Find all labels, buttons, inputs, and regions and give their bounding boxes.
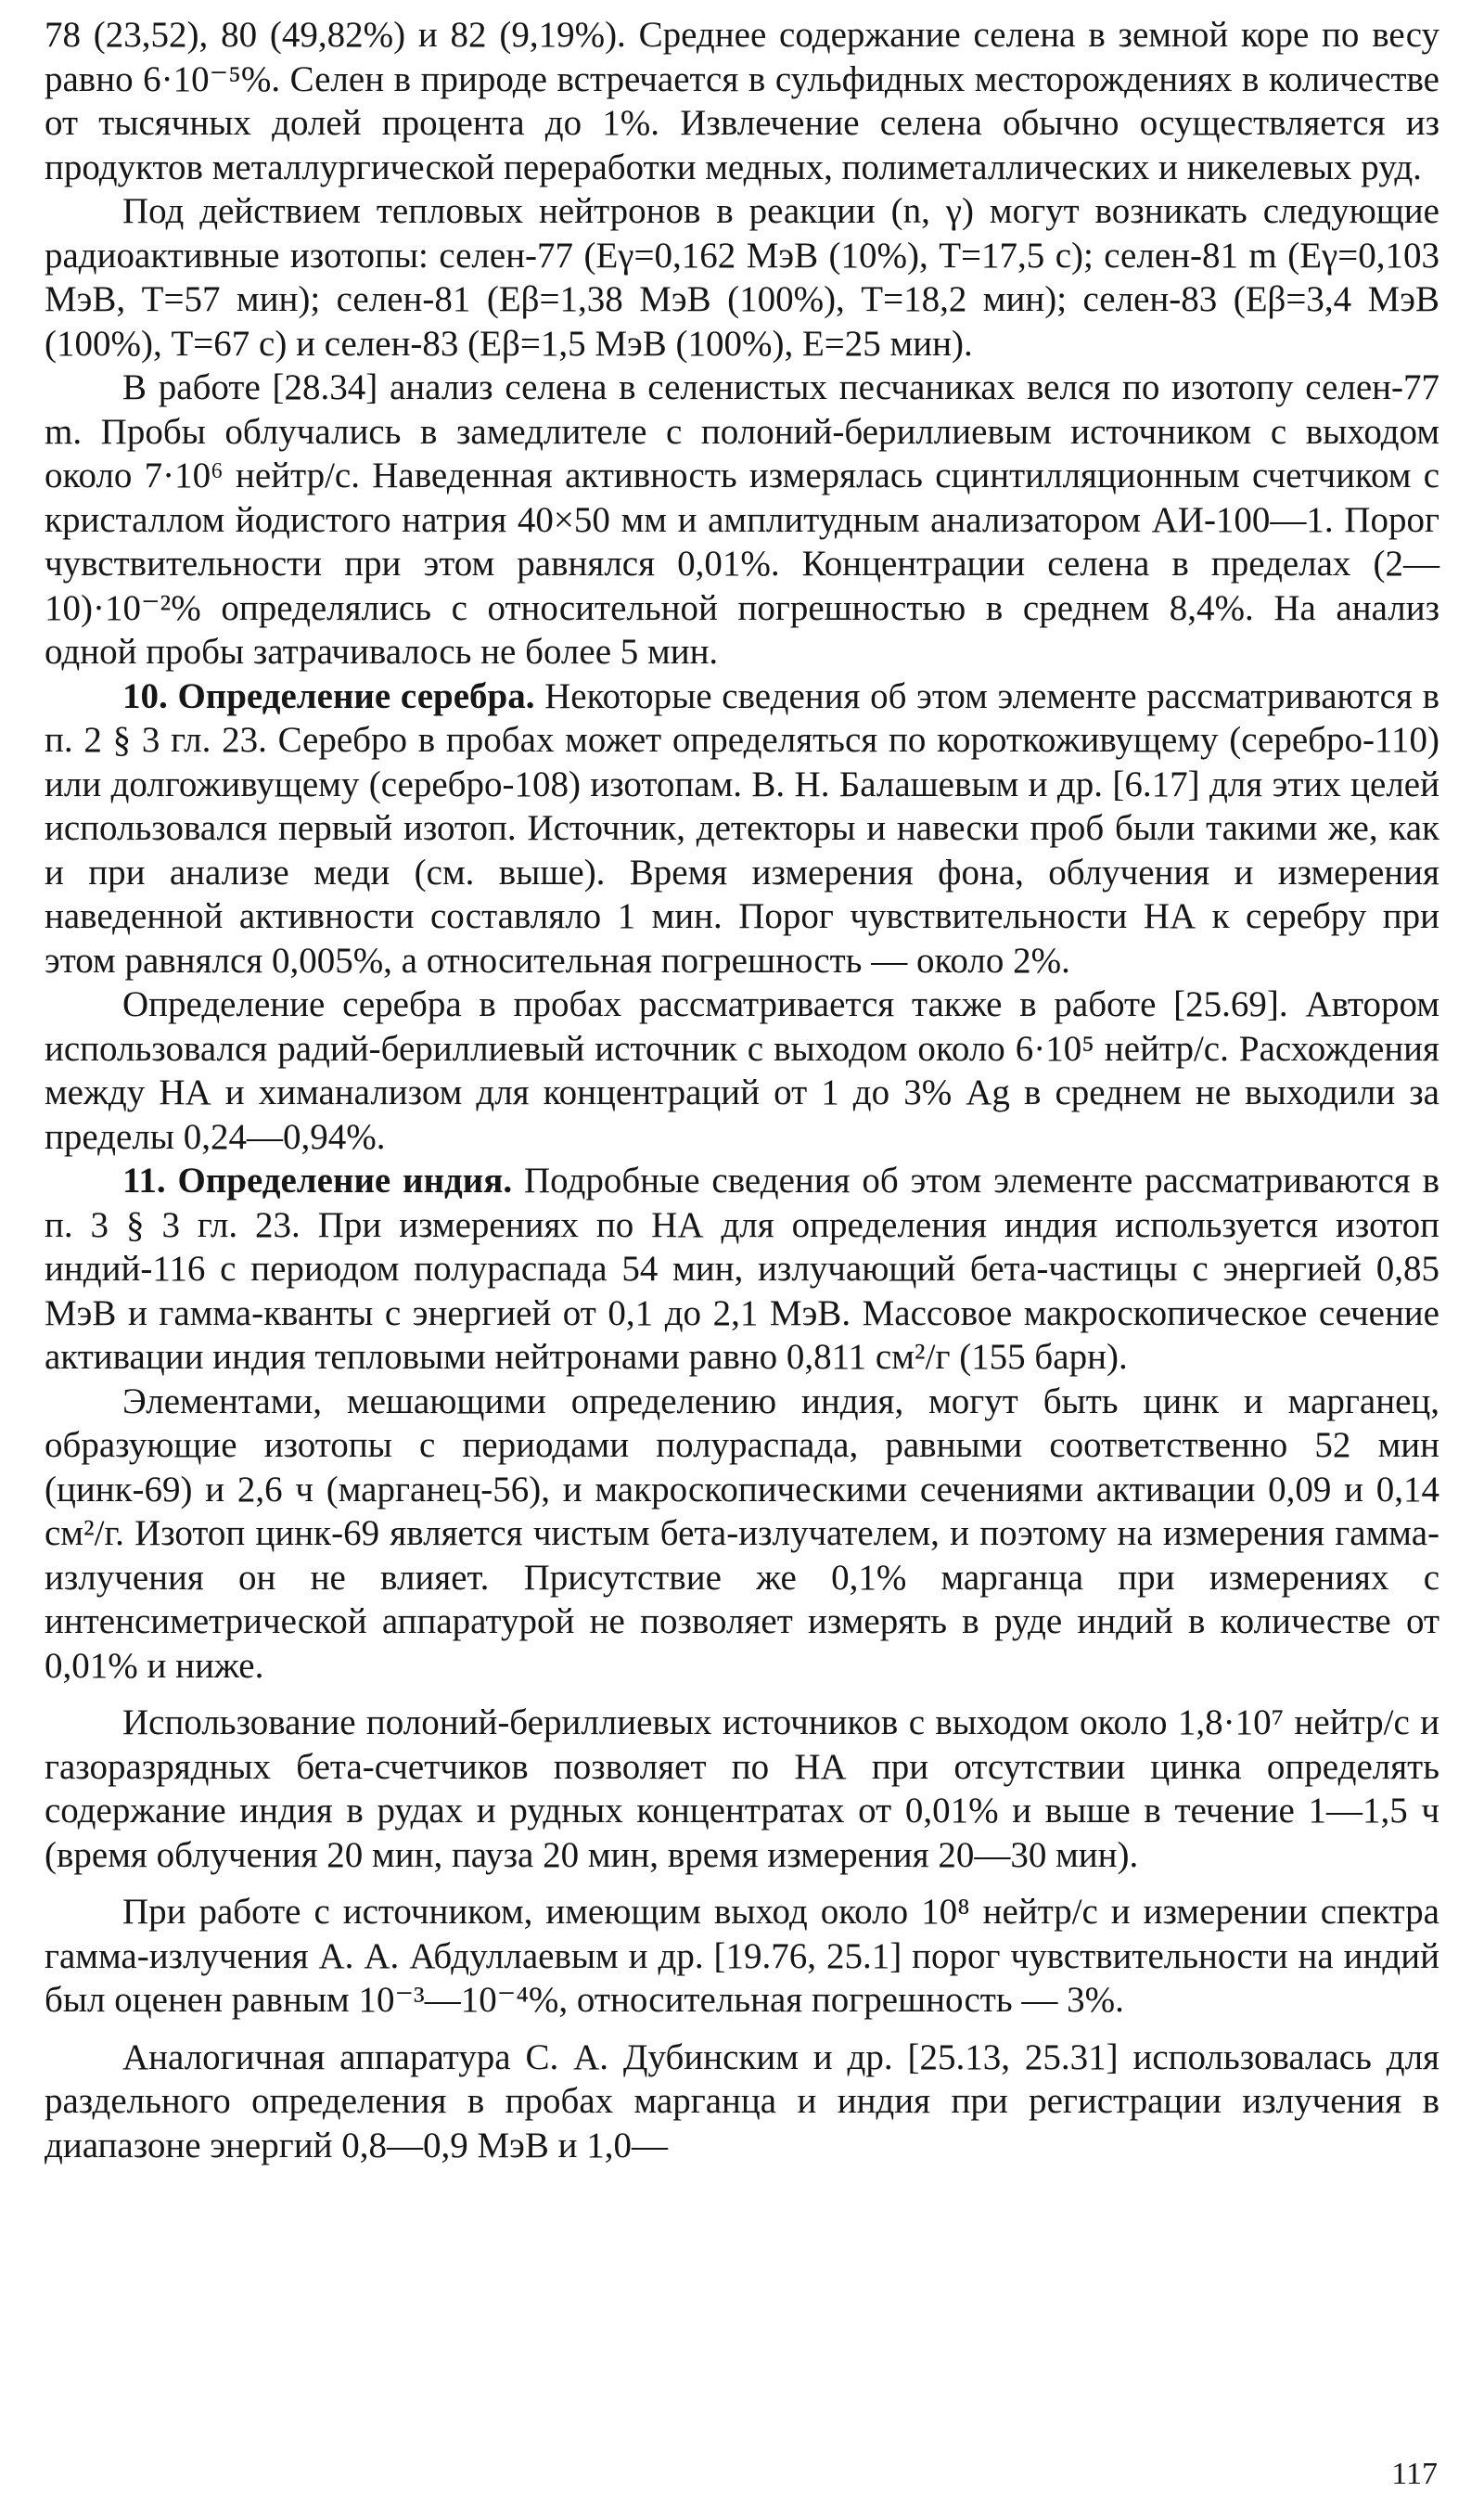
section-heading-indium: 11. Определение индия. [122, 1161, 513, 1201]
paragraph-indium-gamma-spectrum [45, 1890, 1439, 2023]
paragraph-indium-interference [45, 1380, 1439, 1689]
section-indium [45, 1159, 1439, 1380]
paragraph-selenium-analysis [45, 366, 1439, 674]
paragraph-text: Элементами, мешающими определению индия, могут быть цинк и марганец, образующие изотопы с периодами полураспада, равными соответственно 52 мин (цинк-69) и 2,6 ч (марганец-56), и макроскопическими сечениями активации 0,09 и 0,14 см²/г. Изотоп цинк-69 является чистым бета-излучателем, и поэтому на измерения гамма-излучения он не влияет. Присутствие же 0,1% марганца при измерениях с интенсиметрической аппаратурой не позволяет измерять в руде индий в количестве от 0,01% и ниже. [45, 1381, 1439, 1686]
paragraph-text: При работе с источником, имеющим выход около 10⁸ нейтр/с и измерении спектра гамма-излучения А. А. Абдуллаевым и др. [19.76, 25.1] порог чувствительности на индий был оценен равным 10⁻³—10⁻⁴%, относительная погрешность — 3%. [45, 1892, 1439, 2020]
paragraph-text: В работе [28.34] анализ селена в селенистых песчаниках велся по изотопу селен-77 m. Пробы облучались в замедлителе с полоний-бериллиевым источником с выходом около 7·10⁶ нейтр/с. Наведенная активность измерялась сцинтилляционным счетчиком с кристаллом йодистого натрия 40×50 мм и амплитудным анализатором АИ-100—1. Порог чувствительности при этом равнялся 0,01%. Концентрации селена в пределах (2—10)·10⁻²% определялись с относительной погрешностью в среднем 8,4%. На анализ одной пробы затрачивалось не более 5 мин. [45, 367, 1439, 672]
paragraph-text: Некоторые сведения об этом элементе рассматриваются в п. 2 § 3 гл. 23. Серебро в пробах может определяться по короткоживущему (серебро-110) или долгоживущему (серебро-108) изотопам. В. Н. Балашевым и др. [6.17] для этих целей использовался первый изотоп. Источник, детекторы и навески проб были такими же, как и при анализе меди (см. выше). Время измерения фона, облучения и измерения наведенной активности составляло 1 мин. Порог чувствительности НА к серебру при этом равнялся 0,005%, а относительная погрешность — около 2%. [45, 675, 1440, 981]
page-number: 117 [1391, 2457, 1438, 2491]
paragraph-selenium-isotopes [45, 189, 1439, 366]
paragraph-text: Определение серебра в пробах рассматривается также в работе [25.69]. Автором использовался радий-бериллиевый источник с выходом около 6·10⁵ нейтр/с. Расхождения между НА и химанализом для концентраций от 1 до 3% Ag в среднем не выходили за пределы 0,24—0,94%. [45, 984, 1439, 1157]
paragraph-silver-radium-source [45, 983, 1439, 1159]
paragraph-text: Под действием тепловых нейтронов в реакции (n, γ) могут возникать следующие радиоактивные изотопы: селен-77 (Eγ=0,162 МэВ (10%), T=17,5 с); селен-81 m (Eγ=0,103 МэВ, T=57 мин); селен-81 (Eβ=1,38 МэВ (100%), T=18,2 мин); селен-83 (Eβ=3,4 МэВ (100%), T=67 с) и селен-83 (Eβ=1,5 МэВ (100%), E=25 мин). [45, 191, 1439, 364]
paragraph-indium-manganese [45, 2036, 1439, 2168]
paragraph-indium-polonium-sources [45, 1701, 1439, 1877]
paragraph-text: Использование полоний-бериллиевых источников с выходом около 1,8·10⁷ нейтр/с и газоразрядных бета-счетчиков позволяет по НА при отсутствии цинка определять содержание индия в рудах и рудных концентратах от 0,01% и выше в течение 1—1,5 ч (время облучения 20 мин, пауза 20 мин, время измерения 20—30 мин). [45, 1702, 1439, 1875]
paragraph-text: 78 (23,52), 80 (49,82%) и 82 (9,19%). Среднее содержание селена в земной коре по весу равно 6·10⁻⁵%. Селен в природе встречается в сульфидных месторождениях в количестве от тысячных долей процента до 1%. Извлечение селена обычно осуществляется из продуктов металлургической переработки медных, полиметаллических и никелевых руд. [45, 15, 1439, 187]
paragraph-text: Подробные сведения об этом элементе рассматриваются в п. 3 § 3 гл. 23. При измерениях по НА для определения индия используется изотоп индий-116 с периодом полураспада 54 мин, излучающий бета-частицы с энергией 0,85 МэВ и гамма-кванты с энергией от 0,1 до 2,1 МэВ. Массовое макроскопическое сечение активации индия тепловыми нейтронами равно 0,811 см²/г (155 барн). [45, 1161, 1439, 1377]
section-heading-silver: 10. Определение серебра. [122, 675, 535, 716]
paragraph-selenium-abundance [45, 13, 1439, 189]
page-body [45, 13, 1439, 2167]
section-silver [45, 674, 1439, 983]
paragraph-text: Аналогичная аппаратура С. А. Дубинским и др. [25.13, 25.31] использовалась для раздельного определения в пробах марганца и индия при регистрации излучения в диапазоне энергий 0,8—0,9 МэВ и 1,0— [45, 2036, 1439, 2165]
